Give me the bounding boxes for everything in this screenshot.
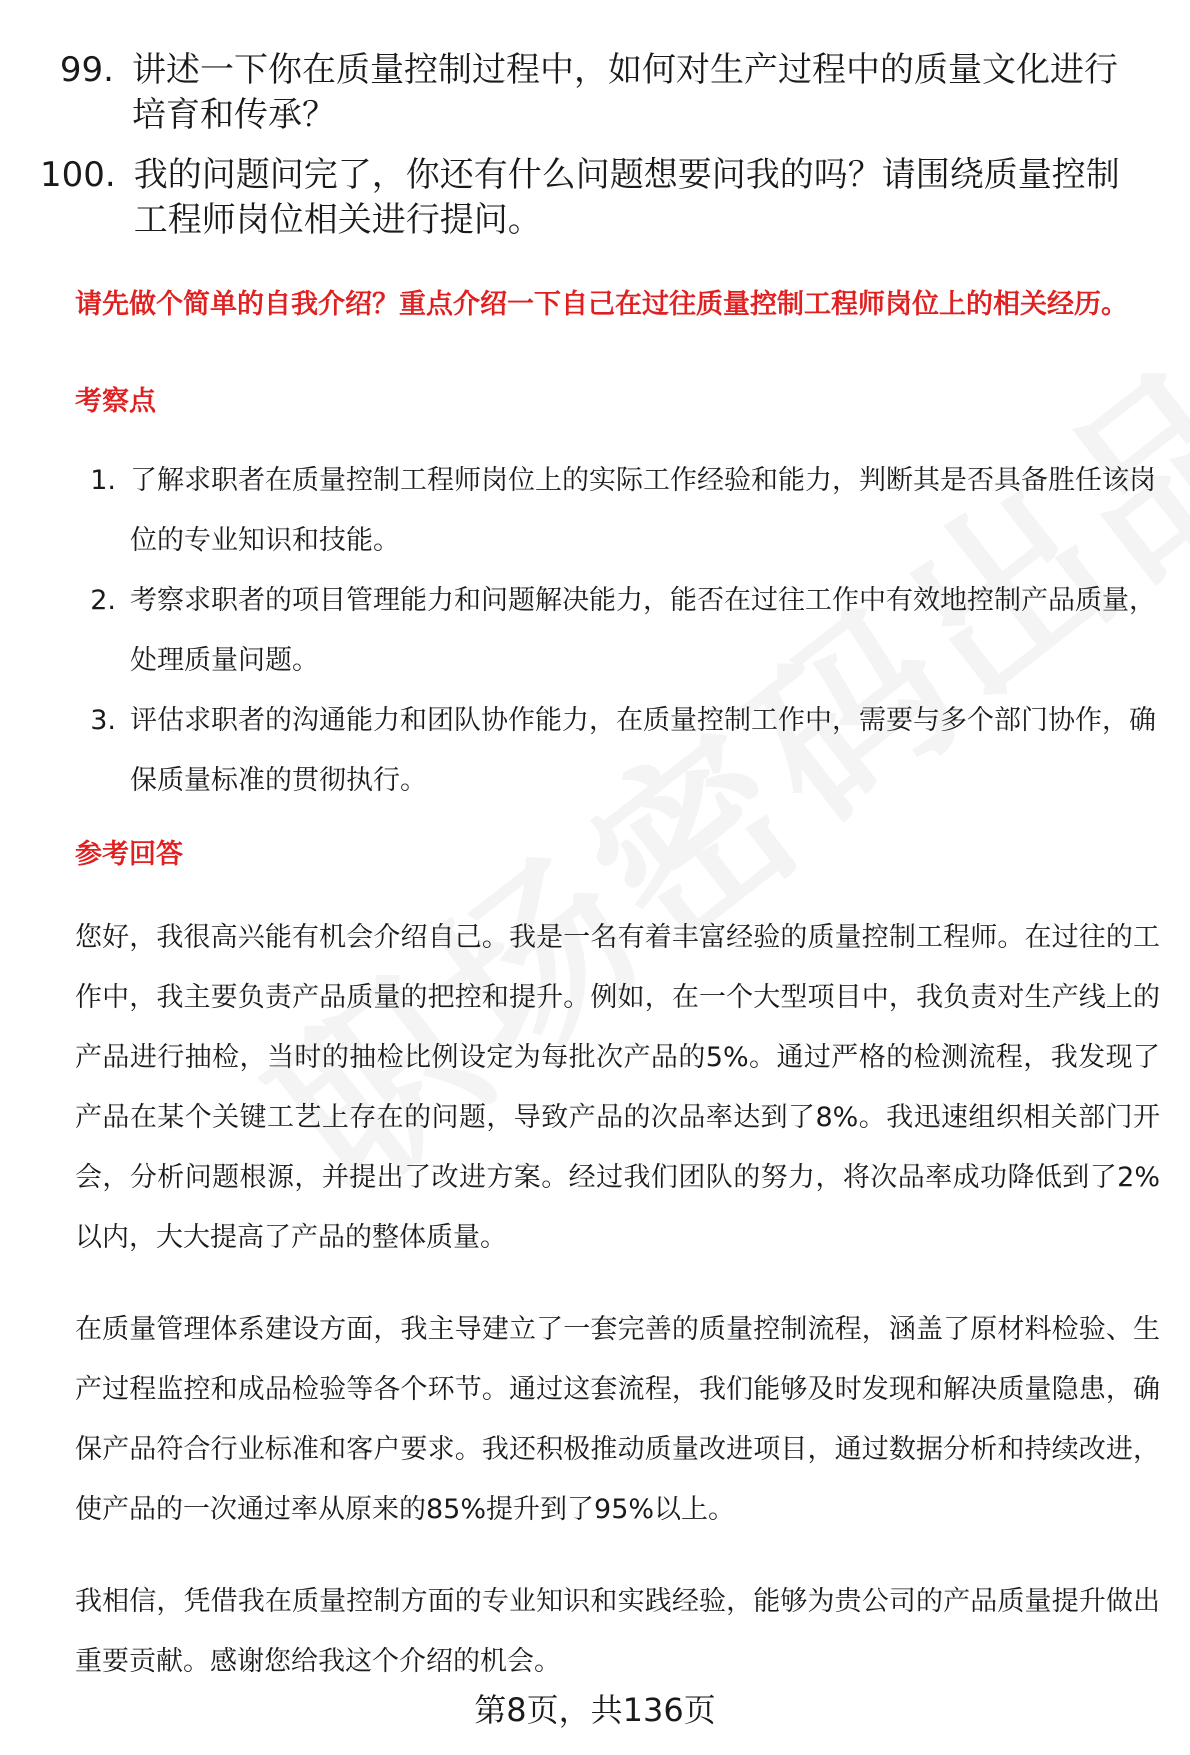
cankao-heading: 参考回答 <box>75 839 183 870</box>
answer-paragraph: 我相信，凭借我在质量控制方面的专业知识和实践经验，能够为贵公司的产品质量提升做出重要贡献。感谢您给我这个介绍的机会。 <box>75 1586 1160 1677</box>
answer-paragraph: 在质量管理体系建设方面，我主导建立了一套完善的质量控制流程，涵盖了原材料检验、生产过程监控和成品检验等各个环节。通过这套流程，我们能够及时发现和解决质量隐患，确保产品符合行业标准和客户要求。我还积极推动质量改进项目，通过数据分析和持续改进，使产品的一次通过率从原来的85%提升到了95%以上。 <box>75 1314 1160 1525</box>
kaocha-point-list <box>75 451 1165 811</box>
kaocha-point <box>75 691 1165 811</box>
question-number: 99. <box>59 50 114 90</box>
point-number: 2. <box>90 585 116 616</box>
main-question-heading: 请先做个简单的自我介绍？重点介绍一下自己在过往质量控制工程师岗位上的相关经历。 <box>75 289 1128 320</box>
point-number: 3. <box>90 705 116 736</box>
point-text: 考察求职者的项目管理能力和问题解决能力，能否在过往工作中有效地控制产品质量，处理质量问题。 <box>130 585 1156 676</box>
question-item <box>40 48 1150 138</box>
kaocha-point <box>75 451 1165 571</box>
kaocha-heading: 考察点 <box>75 386 156 417</box>
answer-body <box>75 908 1160 1724</box>
page-footer: 第8页，共136页 <box>474 1691 716 1729</box>
answer-paragraph: 您好，我很高兴能有机会介绍自己。我是一名有着丰富经验的质量控制工程师。在过往的工作中，我主要负责产品质量的把控和提升。例如，在一个大型项目中，我负责对生产线上的产品进行抽检，当时的抽检比例设定为每批次产品的5%。通过严格的检测流程，我发现了产品在某个关键工艺上存在的问题，导致产品的次品率达到了8%。我迅速组织相关部门开会，分析问题根源，并提出了改进方案。经过我们团队的努力，将次品率成功降低到了2%以内，大大提高了产品的整体质量。 <box>75 922 1160 1253</box>
question-list <box>40 48 1150 258</box>
question-text: 我的问题问完了，你还有什么问题想要问我的吗？请围绕质量控制工程师岗位相关进行提问。 <box>133 155 1120 240</box>
question-item <box>40 153 1150 243</box>
question-text: 讲述一下你在质量控制过程中，如何对生产过程中的质量文化进行培育和传承？ <box>132 50 1118 135</box>
point-number: 1. <box>90 465 116 496</box>
kaocha-point <box>75 571 1165 691</box>
question-number: 100. <box>40 155 116 195</box>
point-text: 评估求职者的沟通能力和团队协作能力，在质量控制工作中，需要与多个部门协作，确保质量标准的贯彻执行。 <box>130 705 1156 796</box>
point-text: 了解求职者在质量控制工程师岗位上的实际工作经验和能力，判断其是否具备胜任该岗位的专业知识和技能。 <box>130 465 1156 556</box>
